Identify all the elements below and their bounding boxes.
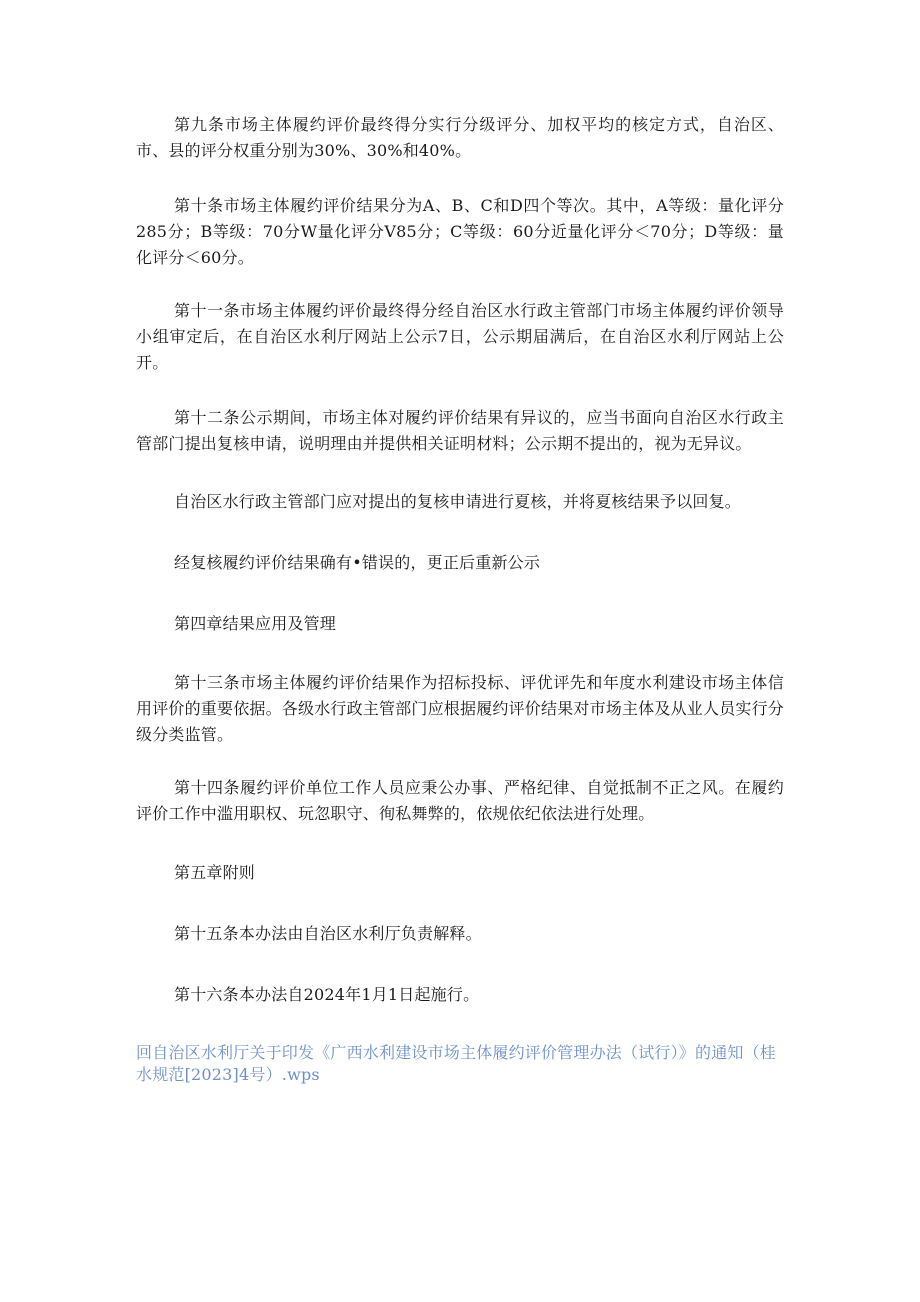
- article-11-paragraph: 第十一条市场主体履约评价最终得分经自治区水行政主管部门市场主体履约评价领导小组审定后，在自治区水利厅网站上公示7日，公示期届满后，在自治区水利厅网站上公开。: [136, 301, 784, 372]
- article-10-paragraph: 第十条市场主体履约评价结果分为A、B、C和D四个等次。其中，A等级：量化评分285分；B等级：70分W量化评分V85分；C等级：60分近量化评分＜70分；D等级：量化评分＜60分。: [136, 196, 784, 267]
- attachment-link[interactable]: 回自治区水利厅关于印发《广西水利建设市场主体履约评价管理办法（试行）》的通知（桂水规范[2023]4号）.wps: [136, 1043, 777, 1084]
- article-16-paragraph: 第十六条本办法自2024年1月1日起施行。: [174, 985, 480, 1004]
- chapter-5-heading: 第五章附则: [174, 863, 256, 882]
- chapter-4-heading: 第四章结果应用及管理: [174, 614, 337, 633]
- article-13-paragraph: 第十三条市场主体履约评价结果作为招标投标、评优评先和年度水利建设市场主体信用评价的重要依据。各级水行政主管部门应根据履约评价结果对市场主体及从业人员实行分级分类监管。: [136, 673, 785, 744]
- article-14-paragraph: 第十四条履约评价单位工作人员应秉公办事、严格纪律、自觉抵制不正之风。在履约评价工作中滥用职权、玩忽职守、徇私舞弊的，依规依纪依法进行处理。: [136, 778, 784, 823]
- article-12-paragraph: 第十二条公示期间，市场主体对履约评价结果有异议的，应当书面向自治区水行政主管部门提出复核申请，说明理由并提供相关证明材料；公示期不提出的，视为无异议。: [136, 408, 784, 453]
- review-paragraph: 自治区水行政主管部门应对提出的复核申请进行夏核，并将夏核结果予以回复。: [174, 492, 742, 511]
- article-15-paragraph: 第十五条本办法由自治区水利厅负责解释。: [174, 924, 482, 943]
- article-9-paragraph: 第九条市场主体履约评价最终得分实行分级评分、加权平均的核定方式，自治区、市、县的评分权重分别为30%、30%和40%。: [136, 115, 784, 160]
- correction-paragraph: 经复核履约评价结果确有•错误的，更正后重新公示: [174, 553, 541, 572]
